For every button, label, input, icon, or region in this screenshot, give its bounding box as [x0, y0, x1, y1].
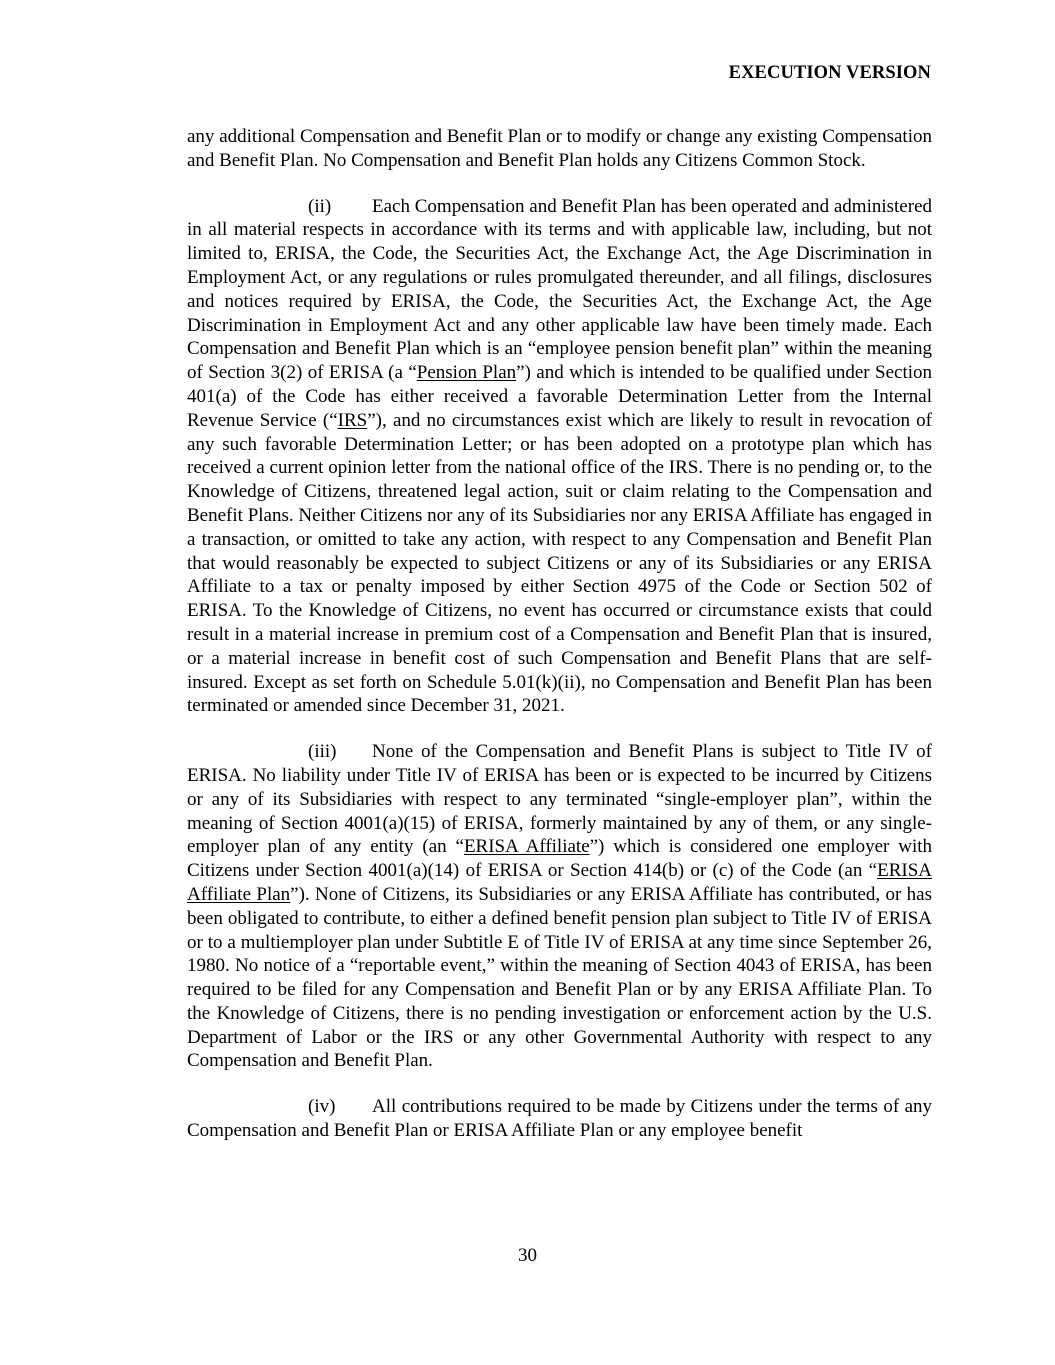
paragraph-text: All contributions required to be made by Citizens under the terms of any Compensation and Benefit Plan or ERISA Affiliate Plan or any employee benefit — [187, 1096, 932, 1142]
paragraph-text: Each Compensation and Benefit Plan has been operated and administered in all material respects in accordance with its terms and with applicable law, including, but not limited to, ERISA, the Code, the Securities Act, the Exchange Act, the Age Discrimination in Employment Act, or any regulations or rules promulgated thereunder, and all filings, disclosures and notices required by ERISA, the Code, the Securities Act, the Exchange Act, the Age Discrimination in Employment Act and any other applicable law have been timely made. Each Compensation and Benefit Plan which is an “employee pension benefit plan” within the meaning of Section 3(2) of ERISA (a “ — [187, 195, 932, 384]
paragraph-number: (ii) — [308, 195, 332, 217]
paragraph-text: ”), and no circumstances exist which are likely to result in revocation of any such favorable Determination Letter; or has been adopted on a prototype plan which has received a current opinion letter from the national office of the IRS. There is no pending or, to the Knowledge of Citizens, threatened legal action, suit or claim relating to the Compensation and Benefit Plans. Neither Citizens nor any of its Subsidiaries nor any ERISA Affiliate has engaged in a transaction, or omitted to take any action, with respect to any Compensation and Benefit Plan that would reasonably be expected to subject Citizens or any of its Subsidiaries or any ERISA Affiliate to a tax or penalty imposed by either Section 4975 of the Code or Section 502 of ERISA. To the Knowledge of Citizens, no event has occurred or circumstance exists that could result in a material increase in premium cost of a Compensation and Benefit Plan that is insured, or a material increase in benefit cost of such Compensation and Benefit Plans that are self-insured. Except as set forth on Schedule 5.01(k)(ii), no Compensation and Benefit Plan has been terminated or amended since December 31, 2021. — [187, 409, 932, 717]
paragraph-text: any additional Compensation and Benefit Plan or to modify or change any existing Compensation and Benefit Plan. No Compensation and Benefit Plan holds any Citizens Common Stock. — [187, 126, 932, 171]
paragraph-text: ”) and which is intended to be qualified under Section 401(a) of the Code has either received a favorable Determination Letter from the Internal Revenue Service (“ — [187, 362, 933, 431]
paragraph-ii — [187, 195, 932, 719]
paragraph-number: (iii) — [308, 741, 337, 763]
defined-term-pension-plan: Pension Plan — [416, 362, 517, 384]
defined-term-irs: IRS — [337, 409, 368, 431]
paragraph-iv — [187, 1095, 932, 1143]
paragraph-text: ”). None of Citizens, its Subsidiaries or any ERISA Affiliate has contributed, or has been obligated to contribute, to either a defined benefit pension plan subject to Title IV of ERISA or to a multiemployer plan under Subtitle E of Title IV of ERISA at any time since September 26, 1980. No notice of a “reportable event,” within the meaning of Section 4043 of ERISA, has been required to be filed for any Compensation and Benefit Plan or by any ERISA Affiliate Plan. To the Knowledge of Citizens, there is no pending investigation or enforcement action by the U.S. Department of Labor or the IRS or any other Governmental Authority with respect to any Compensation and Benefit Plan. — [187, 883, 932, 1072]
paragraph-iii — [187, 740, 932, 1073]
page-number: 30 — [518, 1245, 537, 1266]
paragraph-continuation — [187, 125, 932, 173]
document-header-label: EXECUTION VERSION — [728, 63, 931, 83]
paragraph-text: ”) which is considered one employer with Citizens under Section 4001(a)(14) of ERISA or Section 414(b) or (c) of the Code (an “ — [187, 836, 932, 882]
document-body — [187, 125, 932, 1165]
defined-term-erisa-affiliate-plan: ERISA Affiliate Plan — [187, 860, 932, 905]
paragraph-number: (iv) — [308, 1096, 336, 1118]
defined-term-erisa-affiliate: ERISA Affiliate — [463, 836, 590, 858]
paragraph-text: None of the Compensation and Benefit Plans is subject to Title IV of ERISA. No liability under Title IV of ERISA has been or is expected to be incurred by Citizens or any of its Subsidiaries with respect to any terminated “single-employer plan”, within the meaning of Section 4001(a)(15) of ERISA, formerly maintained by any of them, or any single-employer plan of any entity (an “ — [187, 741, 932, 858]
